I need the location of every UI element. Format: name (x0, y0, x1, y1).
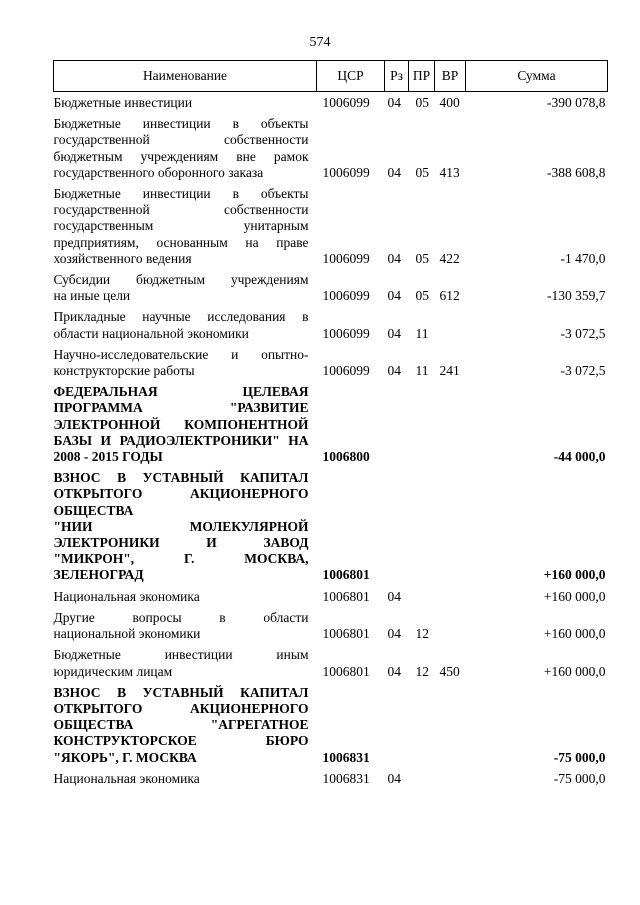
name-line: хозяйственного ведения (53, 250, 192, 266)
cell-vr: 422 (439, 250, 460, 266)
name-line: ЗЕЛЕНОГРАД (53, 567, 144, 583)
cell-pr (409, 379, 435, 465)
name-line: предприятиям, основанным на праве (53, 234, 309, 250)
cell-rz (385, 379, 409, 465)
cell-name (54, 304, 317, 341)
name-line: Бюджетные инвестиции в объекты (53, 186, 309, 202)
table-row (54, 680, 608, 766)
cell-sum: -130 359,7 (547, 288, 606, 304)
cell-rz: 04 (387, 95, 401, 110)
cell-name (54, 111, 317, 181)
cell-pr: 11 (415, 325, 429, 341)
cell-csr: 1006099 (322, 250, 370, 266)
cell-sum: -388 608,8 (547, 164, 606, 180)
cell-vr (435, 304, 466, 341)
cell-rz: 04 (387, 325, 401, 341)
cell-name (54, 642, 317, 679)
name-line: государственным унитарным (53, 218, 309, 234)
cell-sum: +160 000,0 (543, 626, 606, 642)
cell-sum: -75 000,0 (553, 770, 606, 786)
cell-sum: +160 000,0 (543, 663, 606, 679)
name-line: 2008 - 2015 ГОДЫ (53, 449, 163, 465)
page-number: 574 (309, 35, 331, 50)
cell-vr: 413 (439, 164, 460, 180)
cell-vr (435, 766, 466, 787)
name-line: ЭЛЕКТРОНИКИ И ЗАВОД (53, 535, 309, 551)
table-row (54, 111, 608, 181)
name-line: на иные цели (53, 288, 131, 304)
cell-csr: 1006801 (322, 663, 370, 679)
cell-name (54, 379, 317, 465)
cell-csr: 1006801 (322, 588, 370, 604)
cell-csr: 1006800 (322, 449, 370, 465)
cell-rz: 04 (387, 363, 401, 379)
cell-name (54, 584, 317, 605)
header-sum: Сумма (466, 61, 608, 92)
cell-csr: 1006099 (322, 363, 370, 379)
cell-pr (409, 766, 435, 787)
table-row (54, 181, 608, 267)
name-line: ОТКРЫТОГО АКЦИОНЕРНОГО (53, 700, 309, 716)
cell-vr: 400 (439, 95, 460, 110)
name-line: ПРОГРАММА "РАЗВИТИЕ (53, 400, 309, 416)
name-line: государственной собственности (53, 202, 309, 218)
name-line: ФЕДЕРАЛЬНАЯ ЦЕЛЕВАЯ (53, 384, 309, 400)
cell-sum: -44 000,0 (553, 449, 606, 465)
name-line: "МИКРОН", Г. МОСКВА, (53, 551, 309, 567)
name-line: бюджетным учреждениям вне рамок (53, 148, 309, 164)
cell-sum: -75 000,0 (553, 749, 606, 765)
cell-rz: 04 (387, 663, 401, 679)
cell-rz: 04 (387, 588, 401, 604)
name-line: юридическим лицам (53, 663, 173, 679)
name-line: КОНСТРУКТОРСКОЕ БЮРО (53, 733, 309, 749)
table-row (54, 92, 608, 112)
cell-sum: -390 078,8 (547, 95, 606, 110)
cell-pr: 05 (415, 95, 429, 110)
table-header-row (54, 61, 608, 92)
cell-rz: 04 (387, 164, 401, 180)
cell-csr: 1006831 (322, 770, 370, 786)
table-row (54, 379, 608, 465)
table-row (54, 304, 608, 341)
cell-pr (409, 465, 435, 583)
name-line: конструкторские работы (53, 363, 195, 379)
name-line: государственной собственности (53, 132, 309, 148)
name-line: "ЯКОРЬ", Г. МОСКВА (53, 749, 197, 765)
header-pr: ПР (409, 61, 435, 92)
cell-name (54, 465, 317, 583)
cell-sum: -3 072,5 (560, 363, 606, 379)
header-name: Наименование (54, 61, 317, 92)
cell-sum: +160 000,0 (543, 588, 606, 604)
cell-sum: +160 000,0 (543, 567, 606, 583)
table-row (54, 766, 608, 787)
cell-vr: 241 (439, 363, 460, 379)
table-body (54, 92, 608, 787)
cell-pr: 05 (415, 250, 429, 266)
cell-csr: 1006801 (322, 567, 370, 583)
name-line: национальной экономики (53, 626, 201, 642)
name-line: "НИИ МОЛЕКУЛЯРНОЙ (53, 518, 309, 534)
cell-csr: 1006831 (322, 749, 370, 765)
cell-rz (385, 680, 409, 766)
cell-pr: 11 (415, 363, 429, 379)
cell-rz: 04 (387, 288, 401, 304)
header-vr: ВР (435, 61, 466, 92)
cell-csr: 1006099 (322, 95, 370, 110)
cell-rz: 04 (387, 770, 401, 786)
table-row (54, 584, 608, 605)
name-line: ЭЛЕКТРОННОЙ КОМПОНЕНТНОЙ (53, 416, 309, 432)
table-row (54, 342, 608, 379)
cell-vr (435, 584, 466, 605)
cell-sum: -1 470,0 (560, 250, 606, 266)
table-row (54, 267, 608, 304)
name-line: Научно-исследовательские и опытно- (53, 346, 309, 362)
cell-csr: 1006099 (322, 288, 370, 304)
cell-pr (409, 584, 435, 605)
cell-vr (435, 605, 466, 642)
name-line: Прикладные научные исследования в (53, 309, 309, 325)
cell-rz: 04 (387, 250, 401, 266)
cell-vr (435, 680, 466, 766)
cell-rz: 04 (387, 626, 401, 642)
cell-name (54, 181, 317, 267)
cell-name (54, 680, 317, 766)
table-row (54, 605, 608, 642)
name-line: ВЗНОС В УСТАВНЫЙ КАПИТАЛ (53, 470, 309, 486)
name-line: Национальная экономика (53, 588, 200, 604)
cell-name (54, 342, 317, 379)
name-line: Бюджетные инвестиции в объекты (53, 116, 309, 132)
name-line: Субсидии бюджетным учреждениям (53, 272, 309, 288)
cell-name (54, 267, 317, 304)
name-line: БАЗЫ И РАДИОЭЛЕКТРОНИКИ" НА (53, 432, 309, 448)
name-line: Другие вопросы в области (53, 609, 309, 625)
cell-pr: 12 (415, 663, 429, 679)
cell-vr: 612 (439, 288, 460, 304)
name-line: ОТКРЫТОГО АКЦИОНЕРНОГО (53, 486, 309, 502)
name-line: Бюджетные инвестиции (53, 95, 193, 110)
header-csr: ЦСР (317, 61, 385, 92)
name-line: ВЗНОС В УСТАВНЫЙ КАПИТАЛ (53, 684, 309, 700)
cell-pr (409, 680, 435, 766)
name-line: области национальной экономики (53, 325, 249, 341)
budget-table (53, 60, 608, 787)
name-line: государственного оборонного заказа (53, 164, 264, 180)
cell-vr: 450 (439, 663, 460, 679)
cell-csr: 1006099 (322, 325, 370, 341)
cell-name (54, 766, 317, 787)
name-line: Бюджетные инвестиции иным (53, 647, 309, 663)
cell-pr: 05 (415, 288, 429, 304)
cell-csr: 1006801 (322, 626, 370, 642)
cell-pr: 05 (415, 164, 429, 180)
cell-vr (435, 465, 466, 583)
cell-sum: -3 072,5 (560, 325, 606, 341)
cell-rz (385, 465, 409, 583)
name-line: ОБЩЕСТВА "АГРЕГАТНОЕ (53, 717, 309, 733)
name-line: ОБЩЕСТВА (53, 502, 134, 518)
cell-name (54, 92, 317, 112)
cell-csr: 1006099 (322, 164, 370, 180)
table-row (54, 642, 608, 679)
table-row (54, 465, 608, 583)
cell-vr (435, 379, 466, 465)
name-line: Национальная экономика (53, 770, 200, 786)
cell-pr: 12 (415, 626, 429, 642)
cell-name (54, 605, 317, 642)
header-rz: Рз (385, 61, 409, 92)
